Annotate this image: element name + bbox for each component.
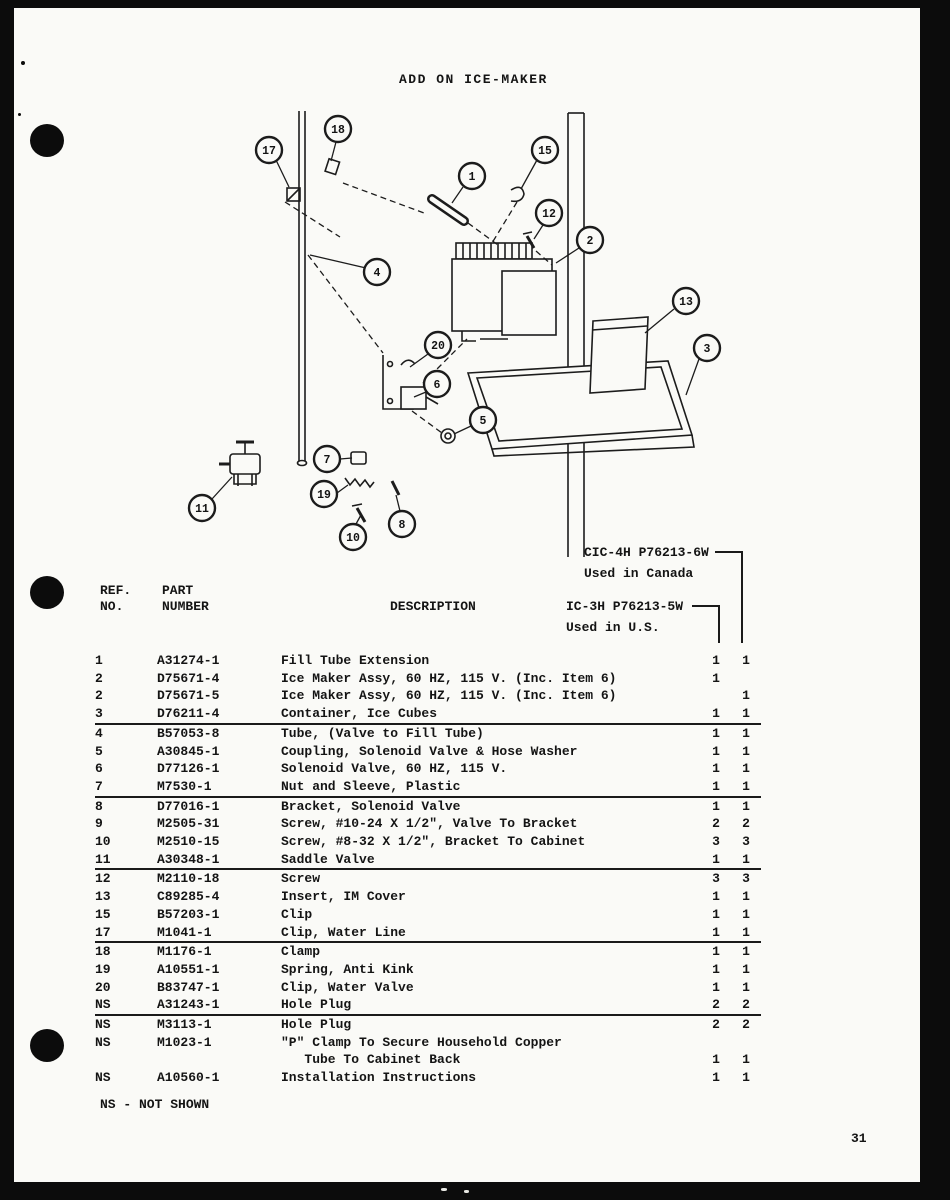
description-cell: Clip bbox=[281, 906, 313, 922]
qty-us-cell: 2 bbox=[712, 1017, 720, 1033]
canada-model-number: CIC-4H P76213-6W bbox=[584, 545, 709, 560]
im-cover-insert bbox=[590, 317, 648, 393]
description-cell: Screw bbox=[281, 871, 321, 887]
ref-no-cell bbox=[95, 1051, 157, 1069]
description-cell: Insert, IM Cover bbox=[281, 889, 406, 905]
qty-us-cell: 3 bbox=[712, 834, 720, 850]
description-cell: Screw, #8-32 X 1/2", Bracket To Cabinet bbox=[281, 834, 586, 850]
parts-table-row bbox=[95, 979, 761, 997]
ref-no-cell: 18 bbox=[95, 944, 111, 960]
ref-no-cell: 11 bbox=[95, 851, 157, 870]
water-line-tube bbox=[298, 111, 307, 466]
col-header-no: NO. bbox=[100, 599, 124, 614]
parts-table-row bbox=[95, 942, 761, 961]
parts-table-row bbox=[95, 815, 761, 833]
svg-text:15: 15 bbox=[538, 145, 552, 158]
svg-text:2: 2 bbox=[586, 235, 594, 248]
qty-canada-cell: 2 bbox=[742, 816, 750, 832]
parts-table-row bbox=[95, 687, 761, 705]
parts-table bbox=[95, 652, 761, 1087]
description-cell: Ice Maker Assy, 60 HZ, 115 V. (Inc. Item 6) bbox=[281, 670, 617, 686]
ref-no-cell: 10 bbox=[95, 834, 111, 850]
parts-table-row bbox=[95, 1015, 761, 1034]
qty-us-cell: 1 bbox=[712, 944, 720, 960]
part-number-cell: D77016-1 bbox=[157, 798, 220, 814]
not-shown-footnote: NS - NOT SHOWN bbox=[100, 1097, 210, 1112]
qty-us-cell: 1 bbox=[712, 743, 720, 759]
qty-canada-cell: 1 bbox=[742, 688, 750, 704]
qty-us-cell: 1 bbox=[712, 798, 720, 814]
part-number-cell: D75671-4 bbox=[157, 670, 220, 686]
svg-text:17: 17 bbox=[262, 145, 276, 158]
ref-no-cell: 9 bbox=[95, 816, 103, 832]
svg-text:20: 20 bbox=[431, 340, 445, 353]
fill-tube bbox=[432, 199, 464, 221]
parts-table-row bbox=[95, 888, 761, 906]
part-number-cell: D76211-4 bbox=[157, 705, 281, 724]
scan-speck bbox=[21, 61, 25, 65]
anti-kink-spring-part bbox=[345, 478, 374, 487]
description-cell: Spring, Anti Kink bbox=[281, 961, 414, 977]
qty-canada-cell bbox=[731, 1034, 761, 1052]
callout-3 bbox=[694, 335, 720, 361]
ref-no-cell: 2 bbox=[95, 688, 103, 704]
scan-border-right bbox=[920, 0, 950, 1200]
parts-table-row bbox=[95, 961, 761, 979]
ref-no-cell: 7 bbox=[95, 778, 157, 797]
description-cell: Tube To Cabinet Back bbox=[281, 1052, 461, 1068]
ref-no-cell: 5 bbox=[95, 743, 103, 759]
parts-table-row bbox=[95, 996, 761, 1015]
svg-text:1: 1 bbox=[468, 171, 476, 184]
description-cell: Hole Plug bbox=[281, 1017, 352, 1033]
part-number-cell bbox=[157, 1051, 281, 1069]
description-cell: Fill Tube Extension bbox=[281, 653, 430, 668]
callout-2 bbox=[577, 227, 603, 253]
page-title: ADD ON ICE-MAKER bbox=[399, 72, 548, 87]
parts-table-row bbox=[95, 652, 761, 670]
parts-table-row bbox=[95, 906, 761, 924]
ref-no-cell: 19 bbox=[95, 961, 111, 977]
qty-canada-cell: 1 bbox=[742, 653, 750, 668]
us-qty-bracket bbox=[692, 605, 720, 643]
parts-table-row bbox=[95, 1051, 761, 1069]
parts-table-row bbox=[95, 743, 761, 761]
svg-text:11: 11 bbox=[195, 503, 209, 516]
ref-no-cell: 17 bbox=[95, 924, 157, 943]
description-cell: Bracket, Solenoid Valve bbox=[281, 798, 461, 814]
parts-table-row bbox=[95, 1034, 761, 1052]
part-number-cell: M2110-18 bbox=[157, 871, 220, 887]
part-number-cell: M2510-15 bbox=[157, 834, 220, 850]
punch-hole bbox=[30, 124, 64, 157]
svg-text:4: 4 bbox=[373, 267, 381, 280]
ref-no-cell: NS bbox=[95, 1070, 111, 1086]
part-number-cell: D75671-5 bbox=[157, 688, 220, 704]
description-cell: Tube, (Valve to Fill Tube) bbox=[281, 725, 484, 741]
parts-table-row bbox=[95, 724, 761, 743]
svg-text:12: 12 bbox=[542, 208, 556, 221]
qty-canada-cell: 3 bbox=[742, 871, 750, 887]
svg-text:18: 18 bbox=[331, 124, 345, 137]
callout-7 bbox=[314, 446, 340, 472]
parts-table-body bbox=[95, 652, 761, 1087]
qty-canada-cell: 1 bbox=[742, 961, 750, 977]
qty-canada-cell: 3 bbox=[742, 834, 750, 850]
part-number-cell: A31274-1 bbox=[157, 653, 220, 668]
water-line-clip-part-17 bbox=[287, 188, 300, 201]
exploded-parts-diagram bbox=[180, 105, 745, 565]
qty-canada-cell bbox=[731, 670, 761, 688]
svg-text:5: 5 bbox=[479, 415, 487, 428]
svg-text:6: 6 bbox=[433, 379, 441, 392]
scan-speck bbox=[441, 1188, 447, 1191]
qty-us-cell: 1 bbox=[712, 906, 720, 922]
description-cell: Container, Ice Cubes bbox=[281, 705, 701, 724]
description-cell: Clamp bbox=[281, 944, 321, 960]
part-number-cell: A10560-1 bbox=[157, 1070, 220, 1086]
ref-no-cell: 1 bbox=[95, 653, 103, 668]
col-header-description: DESCRIPTION bbox=[390, 599, 476, 614]
qty-us-cell bbox=[701, 687, 731, 705]
description-cell: Saddle Valve bbox=[281, 851, 701, 870]
part-number-cell: D77126-1 bbox=[157, 761, 220, 777]
parts-table-row bbox=[95, 670, 761, 688]
description-cell: Screw, #10-24 X 1/2", Valve To Bracket bbox=[281, 816, 578, 832]
callout-20 bbox=[425, 332, 451, 358]
callout-13 bbox=[673, 288, 699, 314]
clip-part-15 bbox=[511, 187, 524, 201]
parts-table-row bbox=[95, 797, 761, 816]
qty-us-cell: 1 bbox=[712, 1070, 720, 1086]
qty-us-cell: 1 bbox=[712, 979, 720, 995]
parts-table-row bbox=[95, 851, 761, 870]
part-number-cell: C89285-4 bbox=[157, 889, 220, 905]
qty-canada-cell: 1 bbox=[742, 1052, 750, 1068]
nut-and-sleeve-part bbox=[351, 452, 366, 464]
qty-canada-cell: 1 bbox=[742, 743, 750, 759]
parts-table-row bbox=[95, 760, 761, 778]
qty-canada-cell: 1 bbox=[742, 889, 750, 905]
col-header-ref: REF. bbox=[100, 583, 132, 598]
ice-container bbox=[468, 361, 694, 456]
part-number-cell: M2505-31 bbox=[157, 816, 220, 832]
qty-canada-cell: 1 bbox=[742, 944, 750, 960]
qty-canada-cell: 1 bbox=[742, 979, 750, 995]
part-number-cell: A10551-1 bbox=[157, 961, 220, 977]
qty-canada-cell: 2 bbox=[742, 1017, 750, 1033]
qty-canada-cell: 1 bbox=[742, 725, 750, 741]
clamp-part-18 bbox=[325, 159, 339, 175]
scan-border-bottom bbox=[0, 1182, 950, 1200]
ice-maker-assembly bbox=[452, 243, 556, 341]
callout-6 bbox=[424, 371, 450, 397]
qty-us-cell bbox=[701, 1034, 731, 1052]
ref-no-cell: 4 bbox=[95, 725, 103, 741]
callout-5 bbox=[470, 407, 496, 433]
parts-table-row bbox=[95, 1069, 761, 1087]
scan-speck bbox=[18, 113, 21, 116]
qty-us-cell: 1 bbox=[701, 778, 731, 797]
parts-table-row bbox=[95, 833, 761, 851]
qty-us-cell: 1 bbox=[712, 1052, 720, 1068]
qty-canada-cell: 2 bbox=[731, 996, 761, 1015]
page-number: 31 bbox=[851, 1131, 867, 1146]
ref-no-cell: NS bbox=[95, 1034, 111, 1050]
description-cell: Clip, Water Line bbox=[281, 924, 701, 943]
description-cell: Installation Instructions bbox=[281, 1070, 477, 1086]
qty-canada-cell: 1 bbox=[731, 851, 761, 870]
svg-text:19: 19 bbox=[317, 489, 331, 502]
qty-canada-cell: 1 bbox=[742, 761, 750, 777]
qty-canada-cell: 1 bbox=[731, 778, 761, 797]
qty-us-cell: 1 bbox=[712, 889, 720, 905]
qty-us-cell: 1 bbox=[701, 851, 731, 870]
ref-no-cell: 3 bbox=[95, 705, 157, 724]
qty-us-cell: 2 bbox=[712, 816, 720, 832]
coupling-part bbox=[441, 429, 455, 443]
scan-border-top bbox=[0, 0, 950, 8]
parts-table-row bbox=[95, 924, 761, 943]
punch-hole bbox=[30, 1029, 64, 1062]
ref-no-cell: 8 bbox=[95, 798, 103, 814]
part-number-cell: B83747-1 bbox=[157, 979, 220, 995]
qty-us-cell: 1 bbox=[712, 725, 720, 741]
saddle-valve-part bbox=[219, 442, 260, 486]
parts-table-row bbox=[95, 869, 761, 888]
scan-speck bbox=[464, 1190, 469, 1193]
callout-11 bbox=[189, 495, 215, 521]
callout-15 bbox=[532, 137, 558, 163]
description-cell: Solenoid Valve, 60 HZ, 115 V. bbox=[281, 761, 508, 777]
callout-10 bbox=[340, 524, 366, 550]
qty-canada-cell: 1 bbox=[731, 924, 761, 943]
canada-model-label: Used in Canada bbox=[584, 566, 694, 581]
callout-1 bbox=[459, 163, 485, 189]
svg-text:13: 13 bbox=[679, 296, 693, 309]
ref-no-cell: 2 bbox=[95, 670, 103, 686]
svg-text:10: 10 bbox=[346, 532, 360, 545]
callout-19 bbox=[311, 481, 337, 507]
ref-no-cell: NS bbox=[95, 996, 157, 1015]
punch-hole bbox=[30, 576, 64, 609]
qty-us-cell: 3 bbox=[712, 871, 720, 887]
us-model-number: IC-3H P76213-5W bbox=[566, 599, 684, 614]
svg-text:7: 7 bbox=[323, 454, 331, 467]
part-number-cell: A30845-1 bbox=[157, 743, 220, 759]
callout-18 bbox=[325, 116, 351, 142]
qty-us-cell: 1 bbox=[712, 761, 720, 777]
col-header-number: NUMBER bbox=[162, 599, 209, 614]
us-model-label: Used in U.S. bbox=[566, 620, 660, 635]
callout-17 bbox=[256, 137, 282, 163]
description-cell: Nut and Sleeve, Plastic bbox=[281, 778, 701, 797]
callout-4 bbox=[364, 259, 390, 285]
parts-table-row bbox=[95, 705, 761, 724]
qty-us-cell: 1 bbox=[712, 653, 720, 668]
qty-us-cell: 1 bbox=[701, 705, 731, 724]
cabinet-panel bbox=[568, 113, 584, 557]
description-cell: "P" Clamp To Secure Household Copper bbox=[281, 1034, 562, 1050]
part-number-cell: M1041-1 bbox=[157, 924, 281, 943]
part-number-cell: M1023-1 bbox=[157, 1034, 212, 1050]
parts-table-row bbox=[95, 778, 761, 797]
part-number-cell: M3113-1 bbox=[157, 1017, 212, 1033]
qty-canada-cell: 1 bbox=[742, 1070, 750, 1086]
scan-border-left bbox=[0, 0, 14, 1200]
svg-text:3: 3 bbox=[703, 343, 711, 356]
part-number-cell: A30348-1 bbox=[157, 851, 281, 870]
part-number-cell: B57203-1 bbox=[157, 906, 220, 922]
description-cell: Clip, Water Valve bbox=[281, 979, 414, 995]
ref-no-cell: 15 bbox=[95, 906, 111, 922]
qty-us-cell: 1 bbox=[712, 961, 720, 977]
part-number-cell: B57053-8 bbox=[157, 725, 220, 741]
ref-no-cell: 6 bbox=[95, 761, 103, 777]
svg-text:8: 8 bbox=[398, 519, 406, 532]
part-number-cell: A31243-1 bbox=[157, 996, 281, 1015]
part-number-cell: M7530-1 bbox=[157, 778, 281, 797]
qty-us-cell: 1 bbox=[701, 924, 731, 943]
ref-no-cell: 20 bbox=[95, 979, 111, 995]
description-cell: Ice Maker Assy, 60 HZ, 115 V. (Inc. Item 6) bbox=[281, 688, 617, 704]
qty-us-cell: 1 bbox=[712, 670, 720, 686]
description-cell: Hole Plug bbox=[281, 996, 701, 1015]
callout-12 bbox=[536, 200, 562, 226]
ref-no-cell: 13 bbox=[95, 889, 111, 905]
qty-canada-cell: 1 bbox=[742, 906, 750, 922]
qty-canada-cell: 1 bbox=[731, 705, 761, 724]
ref-no-cell: NS bbox=[95, 1017, 111, 1033]
ref-no-cell: 12 bbox=[95, 871, 111, 887]
part-number-cell: M1176-1 bbox=[157, 944, 212, 960]
qty-us-cell: 2 bbox=[701, 996, 731, 1015]
description-cell: Coupling, Solenoid Valve & Hose Washer bbox=[281, 743, 578, 759]
callout-8 bbox=[389, 511, 415, 537]
qty-canada-cell: 1 bbox=[742, 798, 750, 814]
col-header-part: PART bbox=[162, 583, 194, 598]
